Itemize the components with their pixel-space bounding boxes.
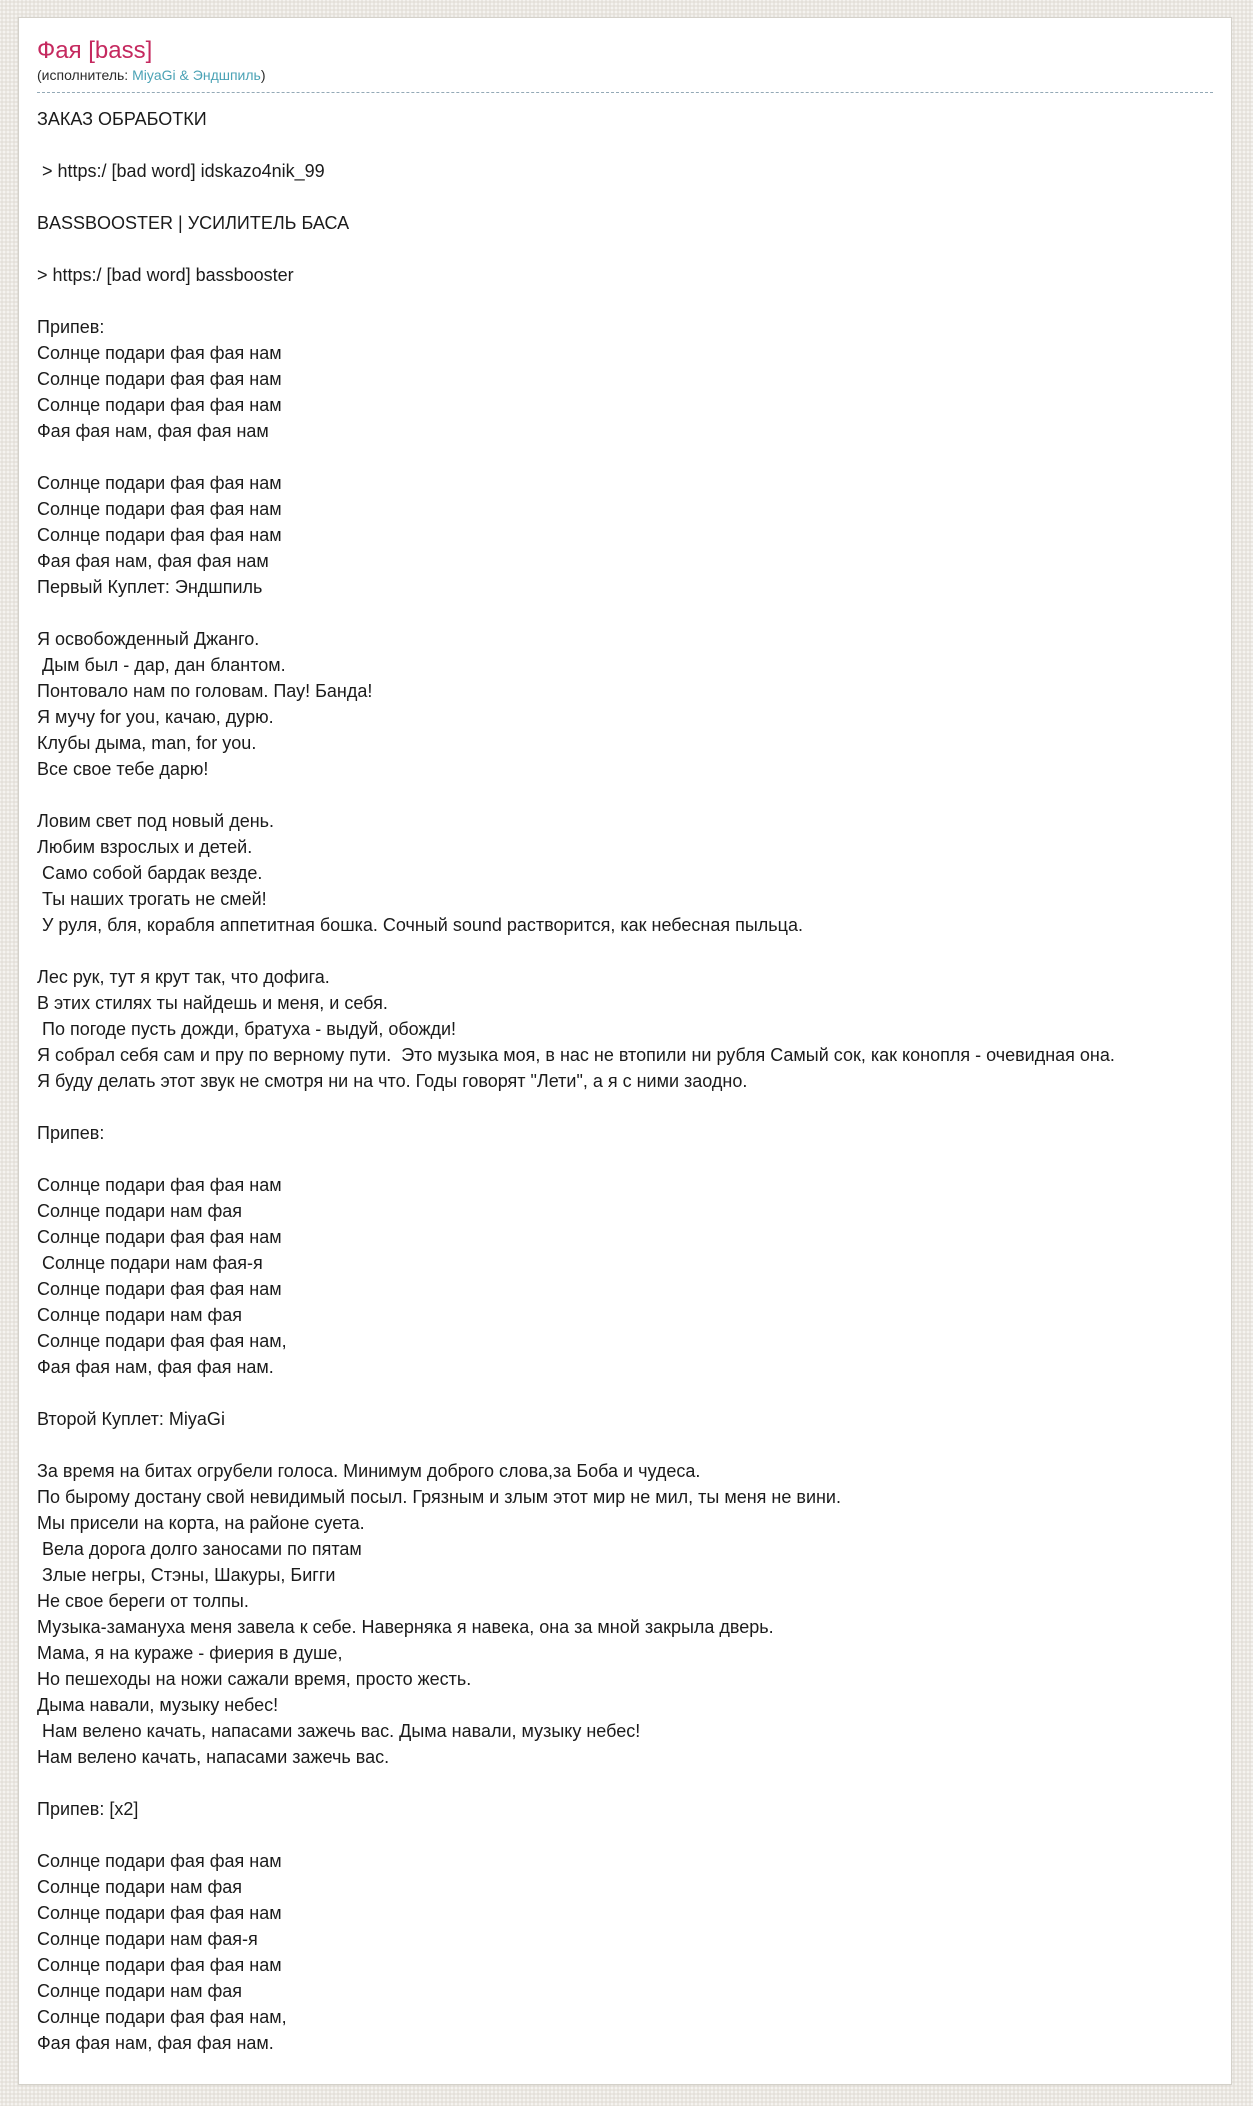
lyric-line: Понтовало нам по головам. Пау! Банда! (37, 681, 373, 701)
lyric-line: Солнце подари нам фая-я (37, 1253, 263, 1273)
lyric-line: Солнце подари фая фая нам (37, 1227, 282, 1247)
lyric-line: Солнце подари нам фая (37, 1877, 243, 1897)
lyric-line: Солнце подари фая фая нам (37, 395, 282, 415)
lyric-line: В этих стилях ты найдешь и меня, и себя. (37, 993, 388, 1013)
lyric-line: Дым был - дар, дан блантом. (37, 655, 286, 675)
lyric-line (37, 782, 1231, 808)
lyric-line: Припев: (37, 1123, 105, 1143)
lyric-line: Нам велено качать, напасами зажечь вас. Дыма навали, музыку небес! (37, 1721, 641, 1741)
lyric-line: Нам велено качать, напасами зажечь вас. (37, 1747, 390, 1767)
artist-close-paren: ) (260, 67, 266, 83)
lyric-line: Ловим свет под новый день. (37, 811, 275, 831)
lyric-line: Солнце подари фая фая нам (37, 1175, 282, 1195)
lyric-line: Я собрал себя сам и пру по верному пути. Это музыка моя, в нас не втопили ни рубля Самый сок, как конопля - очевидная она. (37, 1045, 1115, 1065)
lyric-line: Клубы дыма, man, for you. (37, 733, 257, 753)
lyric-line: ЗАКАЗ ОБРАБОТКИ (37, 109, 207, 129)
lyric-line: Солнце подари фая фая нам (37, 369, 282, 389)
lyric-line: Солнце подари фая фая нам (37, 473, 282, 493)
lyric-line: Фая фая нам, фая фая нам (37, 421, 269, 441)
lyric-line: > https:/ [bad word] bassbooster (37, 265, 294, 285)
lyric-line (37, 1432, 1231, 1458)
lyrics-text (19, 93, 1231, 2056)
lyric-line: Я освобожденный Джанго. (37, 629, 260, 649)
lyric-line: Вела дорога долго заносами по пятам (37, 1539, 362, 1559)
artist-line (37, 66, 1213, 84)
artist-label: (исполнитель: (37, 67, 129, 83)
lyric-line: Само собой бардак везде. (37, 863, 263, 883)
lyric-line: Припев: (37, 317, 105, 337)
lyric-line: Солнце подари фая фая нам (37, 499, 282, 519)
lyric-line: > https:/ [bad word] idskazo4nik_99 (37, 161, 325, 181)
lyric-line: Припев: [x2] (37, 1799, 139, 1819)
lyric-line: По погоде пусть дожди, братуха - выдуй, обожди! (37, 1019, 457, 1039)
header (19, 18, 1231, 92)
lyric-line (37, 132, 1231, 158)
lyric-line: Солнце подари фая фая нам, (37, 2007, 287, 2027)
lyric-line (37, 1094, 1231, 1120)
lyric-line (37, 1822, 1231, 1848)
artist-link[interactable]: MiyaGi & Эндшпиль (132, 67, 261, 83)
lyric-line (37, 938, 1231, 964)
lyric-line: По бырому достану свой невидимый посыл. Грязным и злым этот мир не мил, ты меня не вини. (37, 1487, 841, 1507)
lyric-line: Я мучу for you, качаю, дурю. (37, 707, 274, 727)
lyric-line (37, 184, 1231, 210)
lyric-line: Злые негры, Стэны, Шакуры, Бигги (37, 1565, 336, 1585)
lyric-line (37, 600, 1231, 626)
lyric-line: Мы присели на корта, на районе суета. (37, 1513, 365, 1533)
lyric-line: Я буду делать этот звук не смотря ни на что. Годы говорят "Лети", а я с ними заодно. (37, 1071, 748, 1091)
lyric-line: Первый Куплет: Эндшпиль (37, 577, 263, 597)
lyric-line (37, 288, 1231, 314)
lyric-line: Солнце подари нам фая-я (37, 1929, 258, 1949)
lyric-line: Солнце подари фая фая нам, (37, 1331, 287, 1351)
lyric-line: Солнце подари фая фая нам (37, 1903, 282, 1923)
lyric-line: Дыма навали, музыку небес! (37, 1695, 279, 1715)
lyric-line: BASSBOOSTER | УСИЛИТЕЛЬ БАСА (37, 213, 350, 233)
lyric-line: Любим взрослых и детей. (37, 837, 253, 857)
lyric-line: Мама, я на кураже - фиерия в душе, (37, 1643, 343, 1663)
lyric-line: Лес рук, тут я крут так, что дофига. (37, 967, 330, 987)
content-card (18, 17, 1232, 2085)
lyric-line: Солнце подари фая фая нам (37, 1279, 282, 1299)
lyric-line (37, 236, 1231, 262)
lyric-line: За время на битах огрубели голоса. Минимум доброго слова,за Боба и чудеса. (37, 1461, 701, 1481)
lyric-line: Солнце подари фая фая нам (37, 1955, 282, 1975)
lyric-line: Фая фая нам, фая фая нам. (37, 2033, 274, 2053)
lyric-line: Солнце подари фая фая нам (37, 525, 282, 545)
lyric-line (37, 444, 1231, 470)
page-title: Фая [bass] (37, 37, 153, 64)
lyric-line (37, 1770, 1231, 1796)
lyric-line: У руля, бля, корабля аппетитная бошка. Сочный sound растворится, как небесная пыльца. (37, 915, 803, 935)
lyric-line: Музыка-замануха меня завела к себе. Наверняка я навека, она за мной закрыла дверь. (37, 1617, 774, 1637)
lyric-line: Фая фая нам, фая фая нам. (37, 1357, 274, 1377)
lyric-line: Ты наших трогать не смей! (37, 889, 267, 909)
lyric-line: Но пешеходы на ножи сажали время, просто жесть. (37, 1669, 472, 1689)
lyric-line: Фая фая нам, фая фая нам (37, 551, 269, 571)
lyric-line: Солнце подари фая фая нам (37, 343, 282, 363)
lyric-line: Солнце подари нам фая (37, 1201, 243, 1221)
lyric-line: Все свое тебе дарю! (37, 759, 209, 779)
lyric-line: Солнце подари нам фая (37, 1305, 243, 1325)
lyric-line: Солнце подари фая фая нам (37, 1851, 282, 1871)
lyric-line: Второй Куплет: MiyaGi (37, 1409, 225, 1429)
lyric-line (37, 1146, 1231, 1172)
lyric-line: Солнце подари нам фая (37, 1981, 243, 2001)
lyric-line: Не свое береги от толпы. (37, 1591, 249, 1611)
lyric-line (37, 1380, 1231, 1406)
